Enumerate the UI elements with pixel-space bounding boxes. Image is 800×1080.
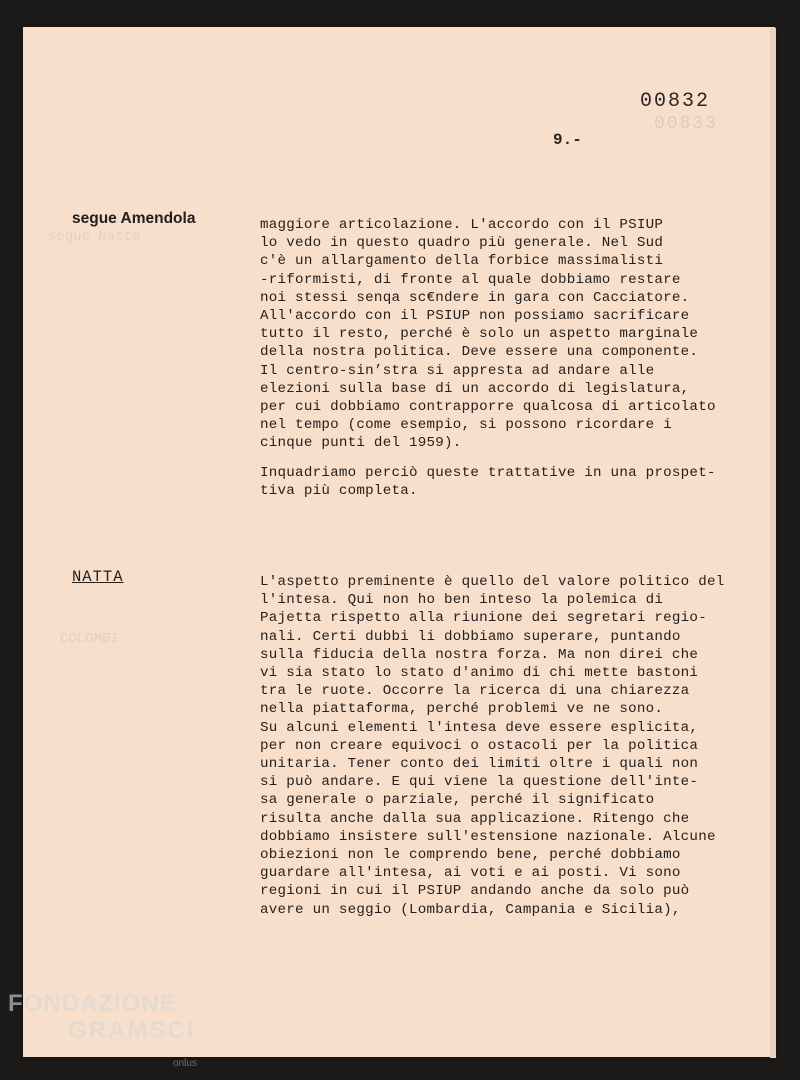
text-line: Inquadriamo perciò queste trattative in una prospet- bbox=[260, 465, 716, 481]
text-line: Su alcuni elementi l'intesa deve essere esplicita, bbox=[260, 719, 699, 736]
speech-paragraph bbox=[260, 216, 760, 453]
text-line: noi stessi senqa sc€ndere in gara con Cacciatore. bbox=[260, 289, 690, 306]
page-edge bbox=[770, 28, 776, 1058]
watermark-line1: FONDAZIONE bbox=[8, 990, 177, 1017]
text-line: tutto il resto, perché è solo un aspetto marginale bbox=[260, 326, 699, 343]
bleed-through-number: 00833 bbox=[654, 114, 719, 134]
text-line: obiezioni non le comprendo bene, perché dobbiamo bbox=[260, 847, 681, 864]
text-line: -riformisti, di fronte al quale dobbiamo restare bbox=[260, 271, 681, 288]
text-line: nali. Certi dubbi li dobbiamo superare, puntando bbox=[260, 628, 681, 645]
text-line: L'aspetto preminente è quello del valore politico del bbox=[260, 574, 725, 590]
text-line: risulta anche dalla sua applicazione. Ritengo che bbox=[260, 810, 690, 827]
text-line: lo vedo in questo quadro più generale. Nel Sud bbox=[260, 235, 664, 252]
fondazione-gramsci-watermark bbox=[8, 990, 197, 1069]
speech-paragraph bbox=[260, 464, 760, 500]
text-line: della nostra politica. Deve essere una componente. bbox=[260, 344, 699, 361]
text-line: avere un seggio (Lombardia, Campania e Sicilia), bbox=[260, 901, 681, 918]
text-line: Il centro-sin’stra si appresta ad andare alle bbox=[260, 362, 655, 379]
text-line: per non creare equivoci o ostacoli per la politica bbox=[260, 737, 699, 754]
text-line: tra le ruote. Occorre la ricerca di una chiarezza bbox=[260, 683, 690, 700]
text-line: c'è un allargamento della forbice massimalisti bbox=[260, 253, 664, 270]
text-line: guardare all'intesa, ai voti e ai posti. Vi sono bbox=[260, 865, 681, 882]
text-line: l'intesa. Qui non ho ben inteso la polemica di bbox=[260, 592, 664, 609]
text-line: nella piattaforma, perché problemi ve ne sono. bbox=[260, 701, 664, 718]
text-line: tiva più completa. bbox=[260, 483, 418, 500]
watermark-line2: GRAMSCI bbox=[68, 1017, 196, 1044]
watermark-sub: onlus bbox=[173, 1058, 197, 1069]
speaker-label: NATTA bbox=[72, 568, 124, 586]
text-line: vi sia stato lo stato d'animo di chi mette bastoni bbox=[260, 665, 699, 682]
text-line: si può andare. E qui viene la questione dell'inte- bbox=[260, 774, 699, 791]
text-line: unitaria. Tener conto dei limiti oltre i quali non bbox=[260, 756, 699, 773]
text-line: sa generale o parziale, perché il significato bbox=[260, 792, 655, 809]
speech-paragraph bbox=[260, 573, 760, 919]
speaker-label: segue Amendola bbox=[72, 210, 196, 227]
text-line: nel tempo (come esempio, si possono ricordare i bbox=[260, 417, 672, 434]
text-line: sulla fiducia della nostra forza. Ma non direi che bbox=[260, 646, 699, 663]
text-line: per cui dobbiamo contrapporre qualcosa di articolato bbox=[260, 399, 716, 416]
page-number: 9.- bbox=[553, 131, 582, 149]
text-line: All'accordo con il PSIUP non possiamo sacrificare bbox=[260, 308, 690, 325]
text-line: elezioni sulla base di un accordo di legislatura, bbox=[260, 380, 690, 397]
text-line: regioni in cui il PSIUP andando anche da solo può bbox=[260, 883, 690, 900]
text-line: Pajetta rispetto alla riunione dei segretari regio- bbox=[260, 610, 707, 627]
text-line: maggiore articolazione. L'accordo con il PSIUP bbox=[260, 217, 664, 233]
bleed-through-text: COLOMBI bbox=[60, 631, 119, 647]
text-line: cinque punti del 1959). bbox=[260, 435, 462, 452]
text-line: dobbiamo insistere sull'estensione nazionale. Alcune bbox=[260, 828, 716, 845]
archive-document-number: 00832 bbox=[640, 90, 711, 113]
bleed-through-text: segue Natta bbox=[48, 229, 141, 245]
